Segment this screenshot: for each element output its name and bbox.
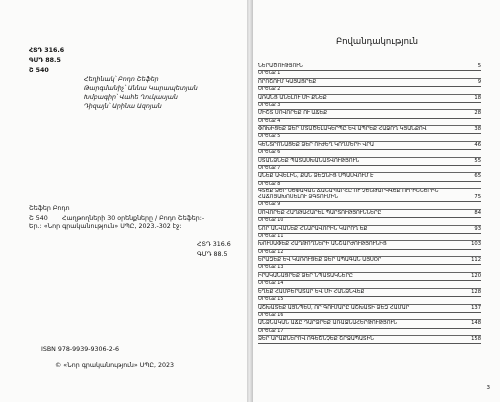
toc-chapter-heading xyxy=(258,134,481,142)
toc-entry-label: ԵՐԱԶԵՔ ԵՎ ԿԱՌՈՒՑԵՔ ՁԵՐ ԱՊԱԳԱՆ ԱՅՍՕՐ xyxy=(258,257,382,264)
copyright: © «Նոր գրականություն» ՍՊԸ, 2023 xyxy=(55,362,175,369)
toc-entry-page: 128 xyxy=(471,288,481,295)
toc-chapter-heading xyxy=(258,265,481,273)
toc-entry-label: ԵՂԵՔ ՀԱՄԲԵՐԱՏԱՐ ԵՎ ՄԻ ՀԱՆՁՆՎԵՔ xyxy=(258,288,365,295)
right-page xyxy=(252,0,500,402)
toc-entry-page: 5 xyxy=(477,63,481,69)
toc-entry xyxy=(258,173,481,181)
toc-chapter-heading xyxy=(258,103,481,111)
toc-entry-page: 9 xyxy=(477,78,481,85)
cip-bbk: ԳՄԴ 88.5 xyxy=(197,251,228,258)
toc-entry-label: ԱՆԵՔ ԱՎԵԼԻՆ, ՔԱՆ ՁԵԶՆԻՑ ՍՊԱՍՎՈՒՄ Է xyxy=(258,173,374,180)
toc-entry-label: ՕՐԵՆՔ 12 xyxy=(258,249,284,255)
toc-entry-label: ՕՐԵՆՔ 6 xyxy=(258,150,281,156)
toc-chapter-heading xyxy=(258,297,481,305)
toc-entry-label: ՕՐԵՆՔ 10 xyxy=(258,218,284,224)
toc-entry xyxy=(258,289,481,297)
toc-entry-label: ՕՐԵՆՔ 1 xyxy=(258,71,281,77)
toc-entry-page: 38 xyxy=(474,126,481,133)
toc-entry-label: ՕՐԵՆՔ 4 xyxy=(258,118,281,124)
toc-entry-page: 148 xyxy=(471,320,481,327)
toc-entry-label: ԳՏԵՔ ՁԵՐ ՍԵՓԱԿԱՆ ՃԱՆԱՊԱՐՀԸ ՈՒ ՉԵՆԹԱՐԿՎԵՔ ՈՒՐԻՇՆԵՐԻՆ ՀԱՃՈՅԱԽՈՍԵԼՈՒ ՁԳՏՈՒՄԻՆ xyxy=(258,189,439,201)
toc-chapter-heading xyxy=(258,250,481,258)
toc-entry-page: 84 xyxy=(474,209,481,216)
toc-entry-page: 137 xyxy=(471,304,481,311)
udc-code: ՀՏԴ 316.6 xyxy=(29,47,65,54)
toc-entry-page: 103 xyxy=(471,241,481,248)
toc-title: Բովանդակություն xyxy=(335,37,419,47)
toc-entry-label: ԱՇԽԱՏԵՔ ԱՅՆՊԵՍ, ՈՐ ԳՈՒՄԱՐԸ ԱՇԽԱՏԻ ՁԵԶ ՀԱՄԱՐ xyxy=(258,304,410,311)
toc-chapter-heading xyxy=(258,119,481,127)
toc-entry xyxy=(258,126,481,134)
toc-chapter-heading xyxy=(258,87,481,95)
toc-entry-label: ՁԵՐ ԱՐԱՔՆԵՐՈՎ ՈԳԵՇՆՉԵՔ ՇՐՋԱՊԱՏԻՆ xyxy=(258,336,374,343)
toc-chapter-heading xyxy=(258,150,481,158)
toc-entry-label: ՍՈՎՈՐԵՔ ՀԱՂԹԱՀԱՐԵԼ ՊԱՐՏՈՒԹՅՈՒՆՆԵՐԸ xyxy=(258,209,382,216)
toc-entry xyxy=(258,305,481,313)
left-page xyxy=(0,0,248,402)
toc-entry-label: ԽՈՒՍԱՓԵՔ ՀԱՂԹՈՂՆԵՐԻ ԱՆՇԱՐԺՈՒԹՅՈՒՆԻՑ xyxy=(258,241,387,248)
toc-entry-label: ԻՐԱԿԱՆԱՑՐԵՔ ՁԵՐ ՆՊԱՏԱԿՆԵՐԸ xyxy=(258,272,353,279)
toc-entry xyxy=(258,158,481,166)
cip-author: Շեֆեր Բոդո xyxy=(29,205,70,212)
page-number: 3 xyxy=(486,385,490,391)
cip-udc: ՀՏԴ 316.6 xyxy=(197,241,231,248)
toc-entry-page: 75 xyxy=(474,194,481,201)
toc-chapter-heading xyxy=(258,313,481,321)
cip-line-1: Հաղթողների 30 օրենքները / Բոդո Շեֆեր:- xyxy=(62,215,205,222)
bbk-code: ԳՄԴ 88.5 xyxy=(29,57,61,64)
toc-entry xyxy=(258,336,481,344)
toc-entry xyxy=(258,273,481,281)
toc-entry-label: ԱՌԱՆՑ ԱՆԵԼՈՒ ՄԻ ՔՆԵՔ xyxy=(258,94,327,101)
credit-designer: Դիզայն՝ Արինա Ազոյան xyxy=(84,103,162,110)
toc-entry-label: ՓՈԽԻՑԵՔ ՁԵՐ ՄՏԱԾԵԼԱԿԵՐՊԸ ԵՎ ԱՊՐԵՔ ՀԱՋՈՂ ԿՅԱՆՔՈՎ xyxy=(258,126,427,133)
toc-entry-label: ՕՐԵՆՔ 2 xyxy=(258,86,281,92)
toc-entry xyxy=(258,241,481,249)
toc-entry xyxy=(258,142,481,150)
toc-entry xyxy=(258,79,481,87)
toc-entry-page: 93 xyxy=(474,225,481,232)
toc-entry-label: ՕՐԵՆՔ 16 xyxy=(258,312,284,318)
toc-entry-label: ՕՐԵՆՔ 3 xyxy=(258,102,281,108)
toc-entry-label: ՕՐԵՆՔ 5 xyxy=(258,134,281,140)
credit-editor: Խմբագիր՝ Վահե Ղուկասյան xyxy=(84,94,178,101)
toc-entry xyxy=(258,210,481,218)
toc-entry-page: 65 xyxy=(474,173,481,180)
toc-entry-label: ՍՏԱՆՁՆԵՔ ՊԱՏԱՍԽԱՆԱՏՎՈՒԹՅՈՒՆ xyxy=(258,157,360,164)
toc-entry-page: 120 xyxy=(471,272,481,279)
credit-translator: Թարգմանիչ՝ Աննա Կարապետյան xyxy=(84,85,198,92)
cip-code: Շ 540 xyxy=(29,215,48,222)
toc-chapter-heading xyxy=(258,182,481,190)
toc-chapter-heading xyxy=(258,166,481,174)
toc-entry-label: ՕՐԵՆՔ 7 xyxy=(258,165,281,171)
toc-chapter-heading xyxy=(258,202,481,210)
toc-entry-label: ՈՐՈՇՈՒՄ ԿԱՅԱՑՐԵՔ xyxy=(258,78,317,85)
toc-entry xyxy=(258,95,481,103)
cip-line-2: Եր.: «Նոր գրականություն» ՍՊԸ, 2023.-302 էջ: xyxy=(29,223,182,230)
toc-entry-label: ՄԻՇՏ ՍՈՎՈՐԵՔ ՈՒ ԱՃԵՔ xyxy=(258,110,328,117)
table-of-contents xyxy=(258,63,481,344)
toc-entry-label: ՕՐԵՆՔ 14 xyxy=(258,281,284,287)
toc-entry-page: 112 xyxy=(471,257,481,264)
toc-entry-label: ԱՆՁՆԱԿԱՆ ԱՃԸ ԴԱՐՁՐԵՔ ԱՌԱՋՆԱՀԵՐԹՈՒԹՅՈՒՆ xyxy=(258,320,398,327)
toc-entry-page: 158 xyxy=(471,336,481,343)
toc-entry-page: 18 xyxy=(474,94,481,101)
toc-entry-label: ՕՐԵՆՔ 17 xyxy=(258,328,284,334)
toc-entry-page: 55 xyxy=(474,157,481,164)
toc-chapter-heading xyxy=(258,281,481,289)
toc-entry xyxy=(258,189,481,202)
toc-entry xyxy=(258,63,481,71)
toc-chapter-heading xyxy=(258,234,481,242)
credit-author: Հեղինակ՝ Բոդո Շեֆեր xyxy=(84,76,159,83)
toc-chapter-heading xyxy=(258,329,481,337)
toc-entry-label: ՕՐԵՆՔ 9 xyxy=(258,202,281,208)
toc-entry-label: ՆՈՐ ԱՆՎԱՆԵՔ ՀՆԱՐԱՎՈՐԻՆ ԿԱՐՈՂ ԵՔ xyxy=(258,225,368,232)
toc-entry-label: ՆԵՐԱԾՈՒԹՅՈՒՆ xyxy=(258,63,303,69)
toc-entry-label: ՕՐԵՆՔ 13 xyxy=(258,265,284,271)
toc-entry-page: 28 xyxy=(474,110,481,117)
toc-chapter-heading xyxy=(258,71,481,79)
toc-entry xyxy=(258,110,481,118)
isbn: ISBN 978-9939-9306-2-6 xyxy=(41,346,120,353)
toc-entry-page: 46 xyxy=(474,141,481,148)
toc-entry-label: ՕՐԵՆՔ 15 xyxy=(258,296,284,302)
toc-entry-label: ԿԵՆՏՐՈՆԱՑԵՔ ՁԵՐ ՈՒԺԵՂ ԿՈՂՄԵՐԻ ՎՐԱ xyxy=(258,141,374,148)
author-mark: Շ 540 xyxy=(29,67,49,74)
toc-entry xyxy=(258,320,481,328)
toc-entry xyxy=(258,257,481,265)
toc-entry-label: ՕՐԵՆՔ 11 xyxy=(258,233,284,239)
toc-entry xyxy=(258,226,481,234)
toc-chapter-heading xyxy=(258,218,481,226)
toc-entry-label: ՕՐԵՆՔ 8 xyxy=(258,181,281,187)
